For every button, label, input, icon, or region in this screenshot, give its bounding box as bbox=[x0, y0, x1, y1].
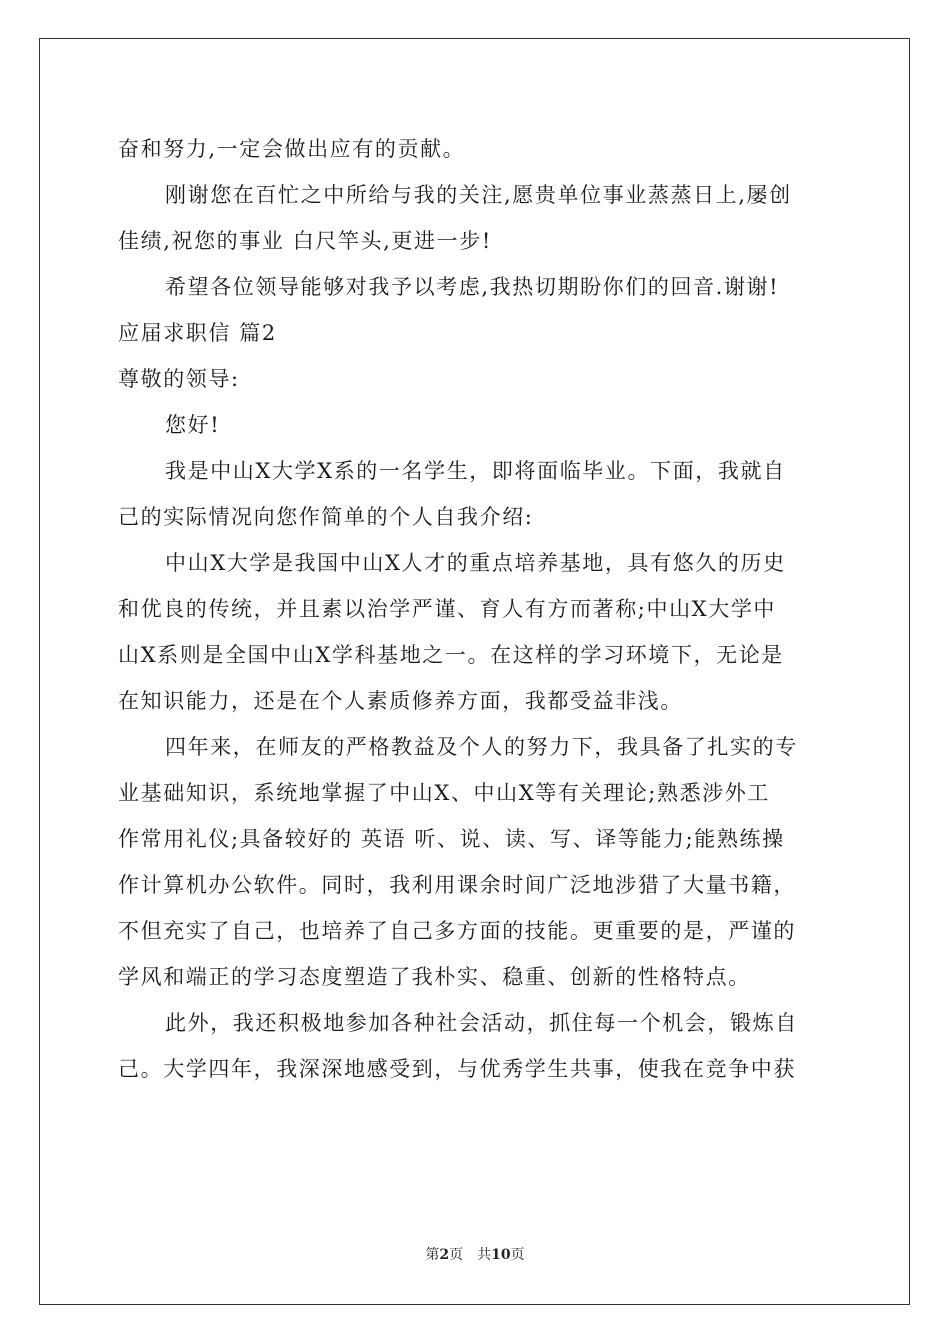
text-line: 此外，我还积极地参加各种社会活动，抓住每一个机会，锻炼自 bbox=[165, 1011, 798, 1035]
text-line: 四年来，在师友的严格教益及个人的努力下，我具备了扎实的专 bbox=[165, 735, 798, 759]
total-suffix: 页 bbox=[510, 1247, 525, 1263]
text-line: 您好! bbox=[165, 413, 221, 437]
text-line: 刚谢您在百忙之中所给与我的关注,愿贵单位事业蒸蒸日上,屡创 bbox=[165, 183, 792, 207]
text-line: 和优良的传统，并且素以治学严谨、育人有方而著称;中山X大学中 bbox=[118, 597, 777, 621]
text-line: 我是中山X大学X系的一名学生，即将面临毕业。下面，我就自 bbox=[165, 459, 786, 483]
text-line: 业基础知识，系统地掌握了中山X、中山X等有关理论;熟悉涉外工 bbox=[118, 781, 770, 805]
total-prefix: 共 bbox=[477, 1247, 492, 1263]
page-total: 10 bbox=[491, 1247, 511, 1263]
page-footer bbox=[0, 1245, 950, 1265]
document-body bbox=[118, 126, 838, 1092]
text-line: 作常用礼仪;具备较好的 英语 听、说、读、写、译等能力;能熟练操 bbox=[118, 827, 785, 851]
text-line: 山X系则是全国中山X学科基地之一。在这样的学习环境下，无论是 bbox=[118, 643, 784, 667]
page-number: 2 bbox=[439, 1247, 450, 1263]
text-line: 在知识能力，还是在个人素质修养方面，我都受益非浅。 bbox=[118, 689, 683, 713]
text-line: 应届求职信 篇2 bbox=[118, 321, 277, 345]
text-line: 希望各位领导能够对我予以考虑,我热切期盼你们的回音.谢谢! bbox=[165, 275, 780, 299]
text-line: 佳绩,祝您的事业 白尺竿头,更进一步! bbox=[118, 229, 492, 253]
text-line: 己的实际情况向您作简单的个人自我介绍: bbox=[118, 505, 534, 529]
text-line: 不但充实了自己，也培养了自己多方面的技能。更重要的是，严谨的 bbox=[118, 919, 796, 943]
text-line: 尊敬的领导: bbox=[118, 367, 240, 391]
text-line: 中山X大学是我国中山X人才的重点培养基地，具有悠久的历史 bbox=[165, 551, 786, 575]
text-line: 作计算机办公软件。同时，我利用课余时间广泛地涉猎了大量书籍， bbox=[118, 873, 796, 897]
text-line: 己。大学四年，我深深地感受到，与优秀学生共事，使我在竞争中获 bbox=[118, 1057, 796, 1081]
page-suffix: 页 bbox=[449, 1247, 464, 1263]
text-line: 奋和努力,一定会做出应有的贡献。 bbox=[118, 137, 466, 161]
page-prefix: 第 bbox=[425, 1247, 440, 1263]
text-line: 学风和端正的学习态度塑造了我朴实、稳重、创新的性格特点。 bbox=[118, 965, 751, 989]
